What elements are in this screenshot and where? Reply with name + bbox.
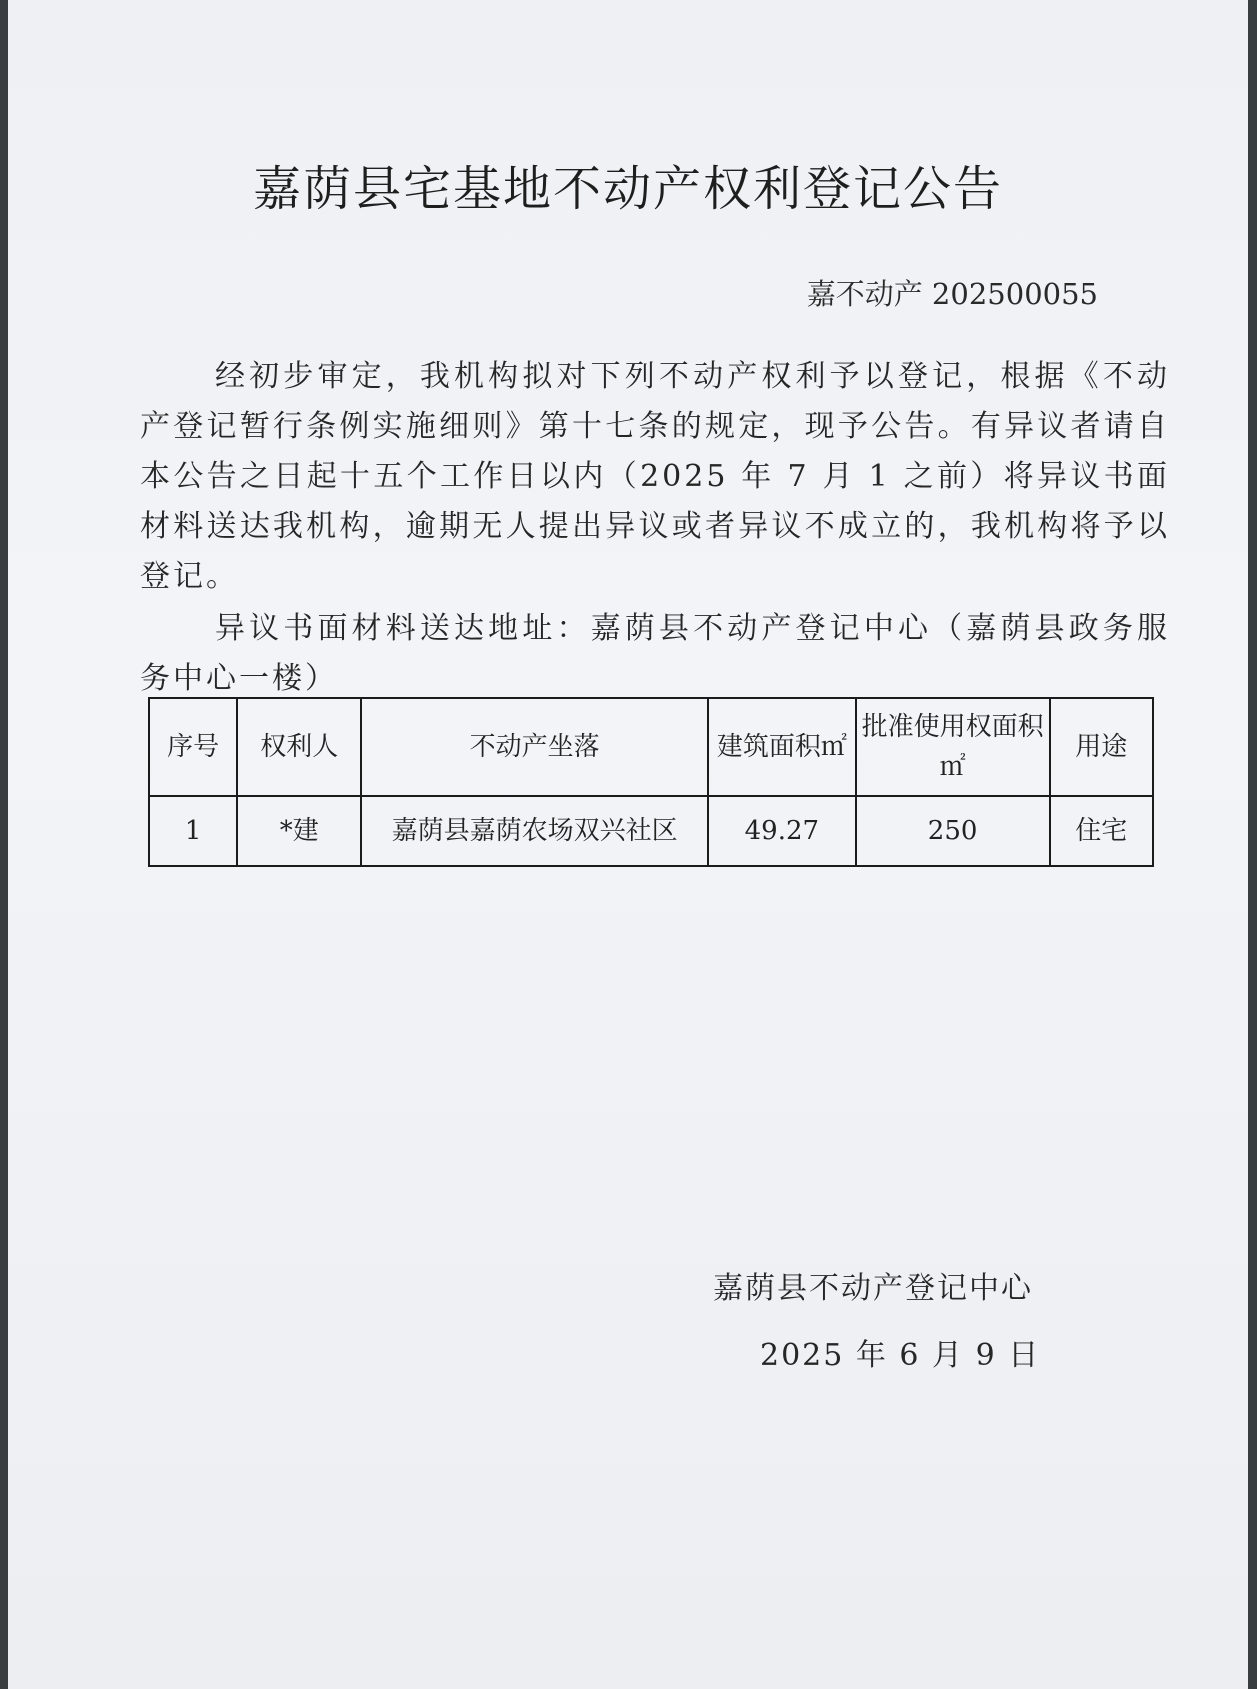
header-location: 不动产坐落	[361, 698, 708, 796]
document-number: 嘉不动产 202500055	[806, 277, 1098, 311]
notice-paragraph-address: 异议书面材料送达地址：嘉荫县不动产登记中心（嘉荫县政务服务中心一楼）	[140, 611, 1170, 696]
header-usage: 用途	[1050, 698, 1153, 796]
table-row	[149, 796, 1153, 866]
cell-seq: 1	[149, 796, 237, 866]
signature-date: 2025 年 6 月 9 日	[760, 1338, 1041, 1373]
header-building-area: 建筑面积㎡	[708, 698, 856, 796]
notice-paper	[8, 0, 1248, 1689]
notice-title: 嘉荫县宅基地不动产权利登记公告	[252, 161, 1003, 217]
cell-approved-area: 250	[856, 796, 1050, 866]
cell-building-area: 49.27	[708, 796, 856, 866]
table-header-row	[149, 698, 1153, 796]
header-owner: 权利人	[237, 698, 361, 796]
header-approved-area: 批准使用权面积㎡	[856, 698, 1050, 796]
cell-location: 嘉荫县嘉荫农场双兴社区	[361, 796, 708, 866]
notice-paragraph-main: 经初步审定，我机构拟对下列不动产权利予以登记，根据《不动产登记暂行条例实施细则》第十七条的规定，现予公告。有异议者请自本公告之日起十五个工作日以内（2025 年 7 月 1 之前）将异议书面材料送达我机构，逾期无人提出异议或者异议不成立的，我机构将予以登记。	[140, 359, 1170, 594]
property-table	[148, 697, 1154, 867]
cell-owner: *建	[237, 796, 361, 866]
header-seq: 序号	[149, 698, 237, 796]
cell-usage: 住宅	[1050, 796, 1153, 866]
signature-organization: 嘉荫县不动产登记中心	[713, 1271, 1033, 1306]
